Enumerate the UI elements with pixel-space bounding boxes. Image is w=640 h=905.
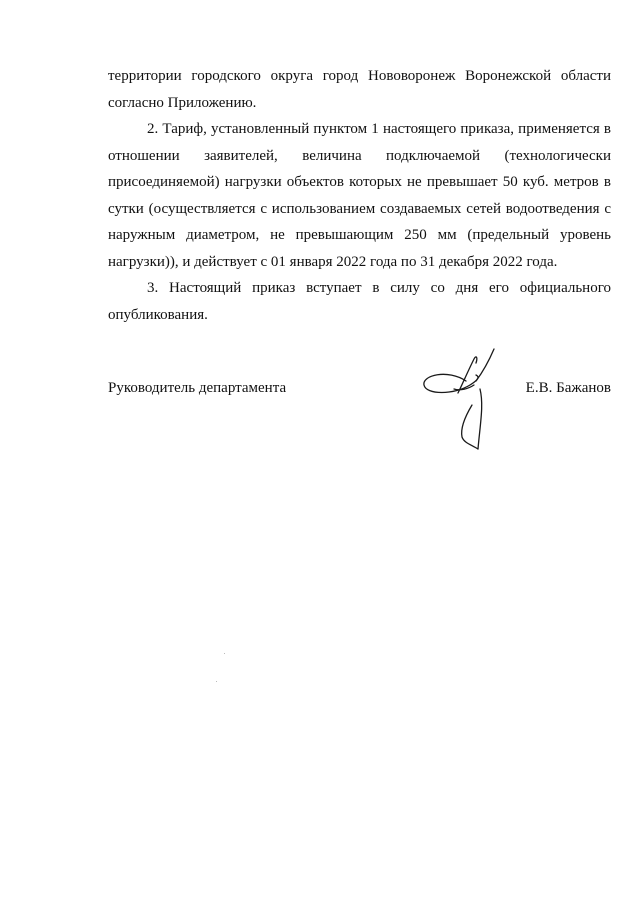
paragraph-continuation: территории городского округа город Нововоронеж Воронежской области согласно Приложению. [108,68,611,111]
scan-speck [224,653,225,654]
signatory-name: Е.В. Бажанов [525,380,611,396]
handwritten-signature-icon [418,345,510,457]
signature-block [108,380,611,410]
scan-speck [216,681,217,682]
signatory-position: Руководитель департамента [108,380,287,396]
paragraph-item-3: 3. Настоящий приказ вступает в силу со дня его официального опубликования. [108,280,611,323]
paragraph-item-2: 2. Тариф, установленный пунктом 1 настоящего приказа, применяется в отношении заявителей, величина подключаемой (технологически присоединяемой) нагрузки объектов которых не превышает 50 куб. метров в сутки (осуществляется с использованием создаваемых сетей водоотведения с наружным диаметром, не превышающим 250 мм (предельный уровень нагрузки)), и действует с 01 января 2022 года по 31 декабря 2022 года. [108,121,611,270]
document-body [108,63,611,328]
